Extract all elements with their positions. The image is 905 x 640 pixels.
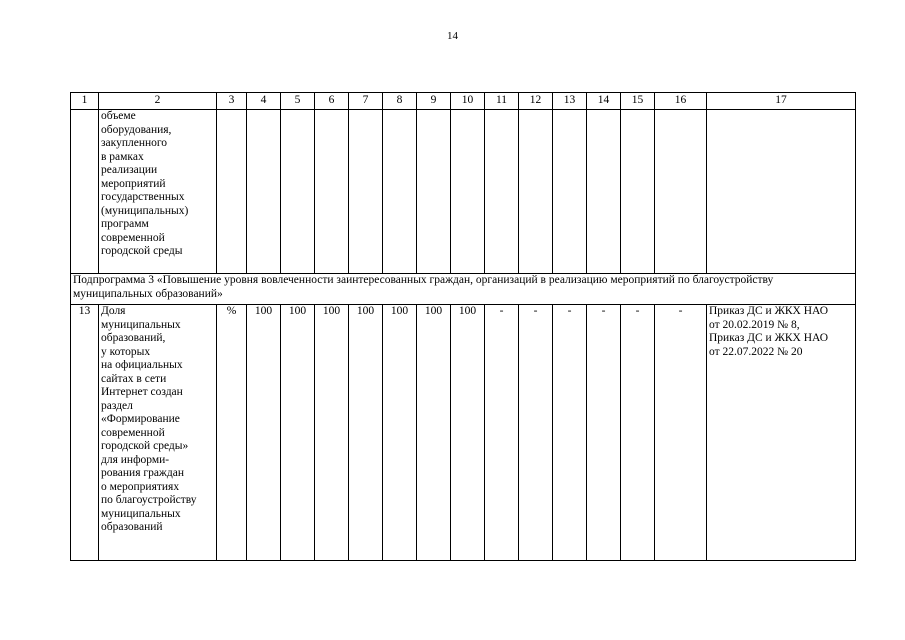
unit-cell: %	[217, 305, 247, 561]
header-row	[71, 93, 856, 110]
value-cell	[417, 110, 451, 274]
value-cell	[383, 110, 417, 274]
value-cell: -	[587, 305, 621, 561]
value-cell: 100	[315, 305, 349, 561]
table-row	[71, 305, 856, 561]
header-cell: 14	[587, 93, 621, 110]
header-cell: 9	[417, 93, 451, 110]
page-number: 14	[447, 30, 458, 42]
header-cell: 2	[99, 93, 217, 110]
header-cell: 17	[707, 93, 856, 110]
value-cell: 100	[451, 305, 485, 561]
value-cell	[621, 110, 655, 274]
header-cell: 16	[655, 93, 707, 110]
value-cell: 100	[281, 305, 315, 561]
value-cell: -	[519, 305, 553, 561]
indicator-description: Доля муниципальных образований, у которых на официальных сайтах в сети Интернет создан раздел «Формирование современной городской среды» для информи- рования граждан о мероприятиях по благоустройству муниципальных образований	[99, 305, 217, 561]
header-cell: 8	[383, 93, 417, 110]
header-cell: 13	[553, 93, 587, 110]
value-cell	[315, 110, 349, 274]
value-cell: 100	[417, 305, 451, 561]
value-cell	[247, 110, 281, 274]
header-cell: 4	[247, 93, 281, 110]
value-cell: 100	[247, 305, 281, 561]
value-cell	[553, 110, 587, 274]
value-cell	[519, 110, 553, 274]
source-cell: Приказ ДС и ЖКХ НАО от 20.02.2019 № 8, Приказ ДС и ЖКХ НАО от 22.07.2022 № 20	[707, 305, 856, 561]
value-cell: -	[621, 305, 655, 561]
header-cell: 3	[217, 93, 247, 110]
unit-cell	[217, 110, 247, 274]
subprogram-title: Подпрограмма 3 «Повышение уровня вовлеченности заинтересованных граждан, организаций в реализацию мероприятий по благоустройству муниципальных образований»	[71, 274, 856, 305]
value-cell: 100	[349, 305, 383, 561]
header-cell: 12	[519, 93, 553, 110]
value-cell: 100	[383, 305, 417, 561]
value-cell	[485, 110, 519, 274]
value-cell	[587, 110, 621, 274]
row-number	[71, 110, 99, 274]
indicator-description: объеме оборудования, закупленного в рамках реализации мероприятий государственных (муниципальных) программ современной городской среды	[99, 110, 217, 274]
value-cell: -	[655, 305, 707, 561]
value-cell	[281, 110, 315, 274]
source-cell	[707, 110, 856, 274]
value-cell: -	[553, 305, 587, 561]
value-cell: -	[485, 305, 519, 561]
header-cell: 6	[315, 93, 349, 110]
header-cell: 15	[621, 93, 655, 110]
header-cell: 5	[281, 93, 315, 110]
indicator-table	[70, 92, 856, 561]
header-cell: 10	[451, 93, 485, 110]
subprogram-row	[71, 274, 856, 305]
table-row-continued	[71, 110, 856, 274]
header-cell: 11	[485, 93, 519, 110]
value-cell	[655, 110, 707, 274]
value-cell	[451, 110, 485, 274]
header-cell: 7	[349, 93, 383, 110]
header-cell: 1	[71, 93, 99, 110]
value-cell	[349, 110, 383, 274]
row-number: 13	[71, 305, 99, 561]
